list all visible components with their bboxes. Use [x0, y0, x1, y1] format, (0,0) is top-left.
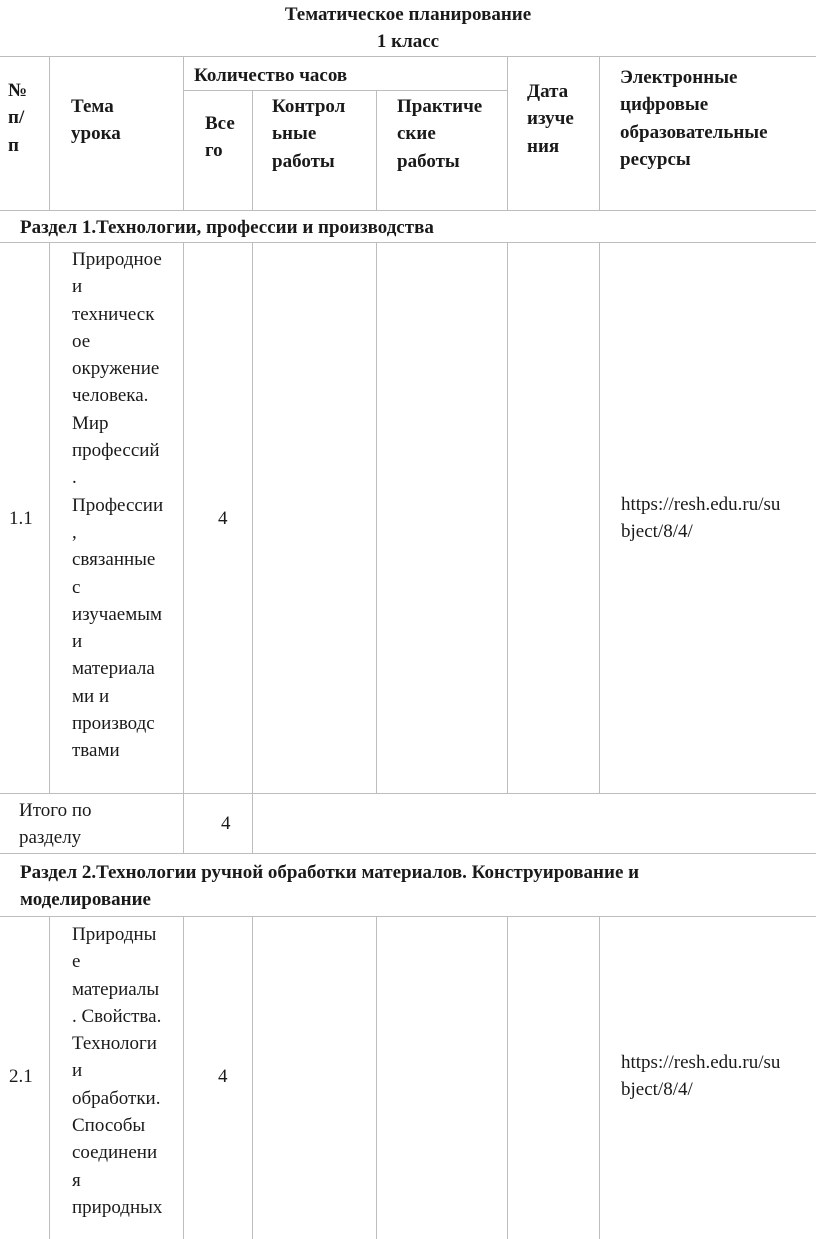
column-line [49, 56, 50, 210]
row-resource-link[interactable]: https://resh.edu.ru/su bject/8/4/ [621, 494, 781, 543]
row-line [0, 242, 816, 243]
column-line [183, 793, 184, 853]
subtotal-label: Итого по разделу [19, 800, 92, 849]
column-line [507, 916, 508, 1239]
column-line [252, 242, 253, 793]
column-line [183, 916, 184, 1239]
column-line [252, 793, 253, 853]
row-line [0, 853, 816, 854]
header-number: № п/ п [8, 80, 28, 156]
column-line [252, 90, 253, 210]
row-line [183, 90, 507, 91]
header-hours: Количество часов [194, 65, 348, 86]
column-line [599, 916, 600, 1239]
row-number: 2.1 [9, 1066, 33, 1087]
document-subtitle: 1 класс [376, 31, 440, 52]
row-line [0, 793, 816, 794]
section-title: Раздел 1.Технологии, профессии и производства [20, 217, 434, 238]
row-topic: Природное и техническ ое окружение человека. Мир профессий . Профессии , связанные с изучаемым и материала ми и производс твами [72, 249, 164, 762]
row-topic: Природны е материалы . Свойства. Технологи и обработки. Способы соединени я природных [72, 924, 163, 1218]
row-line [0, 916, 816, 917]
column-line [183, 242, 184, 793]
document-title: Тематическое планирование [284, 4, 532, 25]
column-line [376, 90, 377, 210]
header-resources: Электронные цифровые образовательные ресурсы [620, 67, 768, 170]
column-line [599, 56, 600, 210]
column-line [376, 242, 377, 793]
column-line [507, 56, 508, 210]
row-total-hours: 4 [218, 508, 228, 529]
section-title: Раздел 2.Технологии ручной обработки материалов. Конструирование и моделирование [20, 862, 640, 911]
column-line [507, 242, 508, 793]
header-practical: Практиче ские работы [397, 96, 483, 172]
column-line [599, 242, 600, 793]
header-topic: Тема урока [71, 96, 121, 145]
column-line [183, 56, 184, 210]
row-line [0, 210, 816, 211]
header-total: Все го [205, 113, 235, 162]
subtotal-value: 4 [221, 813, 231, 834]
row-total-hours: 4 [218, 1066, 228, 1087]
row-resource-link[interactable]: https://resh.edu.ru/su bject/8/4/ [621, 1052, 781, 1101]
header-control: Контрол ьные работы [272, 96, 346, 172]
column-line [49, 916, 50, 1239]
row-number: 1.1 [9, 508, 33, 529]
column-line [252, 916, 253, 1239]
column-line [376, 916, 377, 1239]
header-date: Дата изуче ния [527, 81, 574, 157]
row-line [0, 56, 816, 57]
column-line [49, 242, 50, 793]
